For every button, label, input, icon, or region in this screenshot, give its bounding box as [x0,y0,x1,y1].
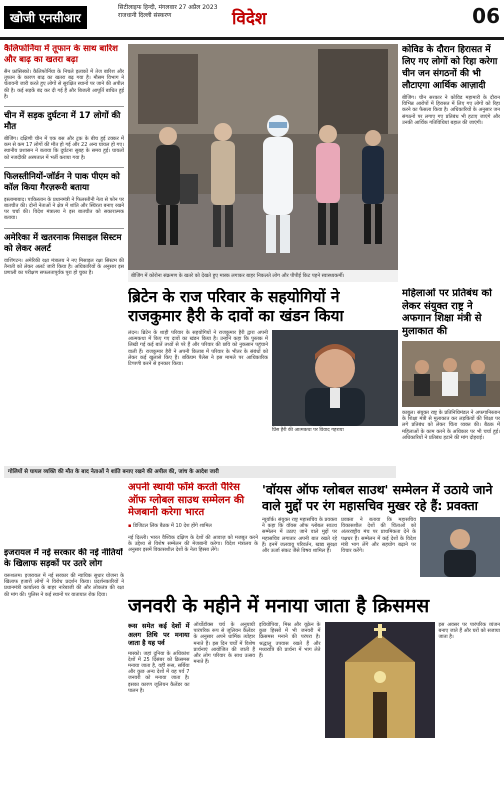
story-subhead: रूस समेत कई देशों में अलग तिथि पर मनाया जाता है यह पर्व [128,622,190,647]
story-headline[interactable]: इजरायल में नई सरकार की नई नीतियों के खिलाफ सड़कों पर उतरे लोग [4,548,123,569]
dateline-1: सिटीलाइफ हिन्दी, मंगलवार 27 अप्रैल 2023 [118,4,218,11]
global-south-story [262,482,500,590]
story-text: सैन फ्रांसिस्को। कैलिफोर्निया के निचले इलाकों में तेज बारिश और तूफान के कारण बाढ़ का खतरा बढ़ गया है। मौसम विभाग ने चेतावनी जारी करते हुए लोगों से सुरक्षित स्थानों पर जाने की अपील की है। कई सड़कें बंद कर दी गई हैं और बिजली आपूर्ति बाधित हुई है। [4,69,124,100]
bullet-text: डिजिटल लिंक बैठक में 10 देश होंगे शामिल [133,522,212,529]
right-top-story [402,44,500,284]
story-text: काबुल। संयुक्त राष्ट्र के प्रतिनिधिमंडल ने अफगानिस्तान के शिक्षा मंत्री से मुलाकात कर लड़कियों की शिक्षा पर लगे प्रतिबंध को लेकर चिंता व्यक्त की। बैठक में महिलाओं के काम करने के अधिकार पर भी चर्चा हुई। अधिकारियों ने प्रतिबंध हटाने की मांग दोहराई। [402,410,500,441]
official-photo [420,517,500,577]
divider [4,228,124,229]
story-text: वाशिंगटन। अमेरिकी रक्षा मंत्रालय ने नए मिसाइल रक्षा सिस्टम की तैनाती को लेकर अलर्ट जारी किया है। अधिकारियों के अनुसार इस प्रणाली का परीक्षण सफलतापूर्वक पूरा हो चुका है। [4,257,124,277]
story-headline[interactable]: चीन में सड़क दुर्घटना में 17 लोगों की मौत [4,111,121,133]
meeting-image [402,341,500,407]
story-headline[interactable]: जनवरी के महीने में मनाया जाता है क्रिसमस [128,595,430,617]
story-text: बीजिंग। दक्षिणी चीन में एक बस और ट्रक के बीच हुई टक्कर में कम से कम 17 लोगों की मौत हो गई और 22 अन्य घायल हो गए। स्थानीय प्रशासन ने बताया कि दुर्घटना सुबह के समय हुई। घायलों को नजदीकी अस्पताल में भर्ती कराया गया है। [4,136,124,161]
story-headline[interactable]: महिलाओं पर प्रतिबंध को लेकर संयुक्त राष्ट्र ने अफगान शिक्षा मंत्री से मुलाकात की [402,288,492,337]
story-text: इस अवसर पर पारंपरिक व्यंजन बनाए जाते हैं और घरों को सजाया जाता है। [438,622,500,641]
story-headline[interactable]: अमेरिका में खतरनाक मिसाइल सिस्टम को लेकर अलर्ट [4,232,122,254]
church-photo [325,622,435,738]
story-column [128,622,190,738]
story-text: प्रवक्ता ने बताया कि महासचिव विकासशील देशों की चिंताओं को अंतरराष्ट्रीय मंच पर प्राथमिकता देने के पक्षधर हैं। सम्मेलन में कई देशों के विदेश मंत्री भाग लेंगे और सहयोग बढ़ाने पर विचार करेंगे। [341,517,416,555]
lower-left-column [4,548,124,796]
section-label: खोजी एनसीआर [4,6,87,29]
main-photo [128,44,398,270]
story-text: नई दिल्ली। भारत वैश्विक दक्षिण के देशों की आवाज़ को मजबूत करने के उद्देश्य से विशेष सम्मेलन की मेजबानी करेगा। विदेश मंत्रालय के अनुसार इसमें विकासशील देशों के नेता हिस्सा लेंगे। [128,534,258,554]
official-image [420,517,500,577]
story-text: ऑर्थोडॉक्स चर्च के अनुयायी पारंपरिक रूप से जूलियन कैलेंडर के अनुसार अपने धार्मिक त्योहार मनाते हैं। इस दिन चर्चों में विशेष प्रार्थनाएं आयोजित की जाती हैं और लोग परिवार के साथ उत्सव मनाते हैं। [193,622,255,666]
global-south-side-story [128,482,258,590]
meeting-photo [402,341,500,407]
story-text: यरूशलम। इजरायल में नई सरकार की न्यायिक सुधार योजना के खिलाफ हजारों लोगों ने विरोध प्रदर्शन किया। प्रदर्शनकारियों ने प्रधानमंत्री कार्यालय के बाहर नारेबाजी की और लोकतंत्र की रक्षा की मांग की। पुलिस ने कई स्थानों पर यातायात रोक दिया। [4,573,124,598]
masthead [0,0,504,40]
prince-harry-photo [272,330,398,426]
story-text: इथियोपिया, मिस्र और यूक्रेन के कुछ हिस्सों में भी जनवरी में क्रिसमस मनाने की परंपरा है। श्रद्धालु उपवास रखते हैं और मध्यरात्रि की प्रार्थना में भाग लेते हैं। [259,622,321,660]
portrait-image [272,330,398,426]
page-number: 06 [472,4,500,28]
dateline-2: राजधानी दिल्ली संस्करण [118,12,172,19]
story-bullet [128,523,258,529]
story-headline[interactable]: फिलस्तीनियों-जॉर्डन ने पाक पीएम को कॉल किया गैरज़रूरी बताया [4,171,120,193]
story-headline[interactable]: ब्रिटेन के राज परिवार के सहयोगियों ने राजकुमार हैरी के दावों का खंडन किया [128,288,344,325]
story-text: लंदन। ब्रिटेन के शाही परिवार के सहयोगियों ने राजकुमार हैरी द्वारा अपनी आत्मकथा में किए गए दावों का खंडन किया है। उन्होंने कहा कि पुस्तक में लिखी गई कई बातें तथ्यों से परे हैं और परिवार की छवि को नुकसान पहुंचाने वाली हैं। राजकुमार हैरी ने अपनी किताब में परिवार के भीतर के संबंधों को लेकर कई खुलासे किए हैं। बकिंघम पैलेस ने इस मामले पर आधिकारिक टिप्पणी करने से इनकार किया। [128,330,268,368]
story-headline[interactable]: कोविड के दौरान हिरासत में लिए गए लोगों को रिहा करेगा चीन जन संगठनों की भी लौटाएगा आर्थिक आज़ादी [402,45,498,91]
section-title: विदेश [232,9,267,29]
church-image [325,622,435,738]
story-headline[interactable]: अपनी स्थायी फॉर्म करती पैरिस ऑफ ग्लोबल साउथ सम्मेलन की मेजबानी करेगा भारत [128,482,245,518]
story-headline[interactable]: कैलिफोर्निया में तूफान के साथ बारिश और बाढ़ का खतरा बढ़ा [4,44,118,65]
divider [4,106,124,107]
news-band: गोलियों से घायल व्यक्ति की मौत के बाद नेताओं ने शांति बनाए रखने की अपील की, जांच के आदेश जारी [4,466,396,478]
bullet-icon: ▪ [128,522,134,529]
story-text: बीजिंग। चीन सरकार ने कोविड महामारी के दौरान विभिन्न आरोपों में हिरासत में लिए गए लोगों को रिहा करने का फैसला किया है। अधिकारियों के अनुसार जन संगठनों पर लगाए गए प्रतिबंध भी हटाए जाएंगे और उनकी आर्थिक गतिविधियां बहाल की जाएंगी। [402,95,500,126]
uk-story [128,288,398,463]
christmas-story [128,594,500,796]
street-scene-image [128,44,398,270]
story-text: मास्को। जहां दुनिया के अधिकांश देशों में 25 दिसंबर को क्रिसमस मनाया जाता है, वहीं रूस, सर्बिया और कुछ अन्य देशों में यह पर्व 7 जनवरी को मनाया जाता है। इसका कारण जूलियन कैलेंडर का पालन है। [128,650,190,694]
photo-caption: बीजिंग में कोरोना संक्रमण के खतरे को देखते हुए मास्क लगाकर बाहर निकलते लोग और पीपीई किट पहने स्वास्थ्यकर्मी। [128,270,398,282]
story-text: इस्लामाबाद। पाकिस्तान के प्रधानमंत्री ने फिलस्तीनी नेता से फोन पर बातचीत की। दोनों नेताओं ने क्षेत्र में शांति और स्थिरता बनाए रखने पर चर्चा की। विदेश मंत्रालय ने इस बातचीत को सकारात्मक बताया। [4,196,124,222]
story-text: न्यूयॉर्क। संयुक्त राष्ट्र महासचिव के प्रवक्ता ने कहा कि वॉयस ऑफ ग्लोबल साउथ सम्मेलन में उठाए जाने वाले मुद्दों पर महासचिव लगातार अपनी बात रखते रहे हैं। इनमें जलवायु परिवर्तन, खाद्य सुरक्षा और ऊर्जा संकट जैसे विषय शामिल हैं। [262,517,337,555]
photo-caption: प्रिंस हैरी की आत्मकथा पर विवाद गहराया [272,428,344,433]
dateline [118,4,218,20]
divider [4,167,124,168]
story-headline[interactable]: 'वॉयस ऑफ ग्लोबल साउथ' सम्मेलन में उठाये जाने वाले मुद्दों पर रंग महासचिव मुखर रहे हैं: प्रवक्ता [262,482,493,513]
